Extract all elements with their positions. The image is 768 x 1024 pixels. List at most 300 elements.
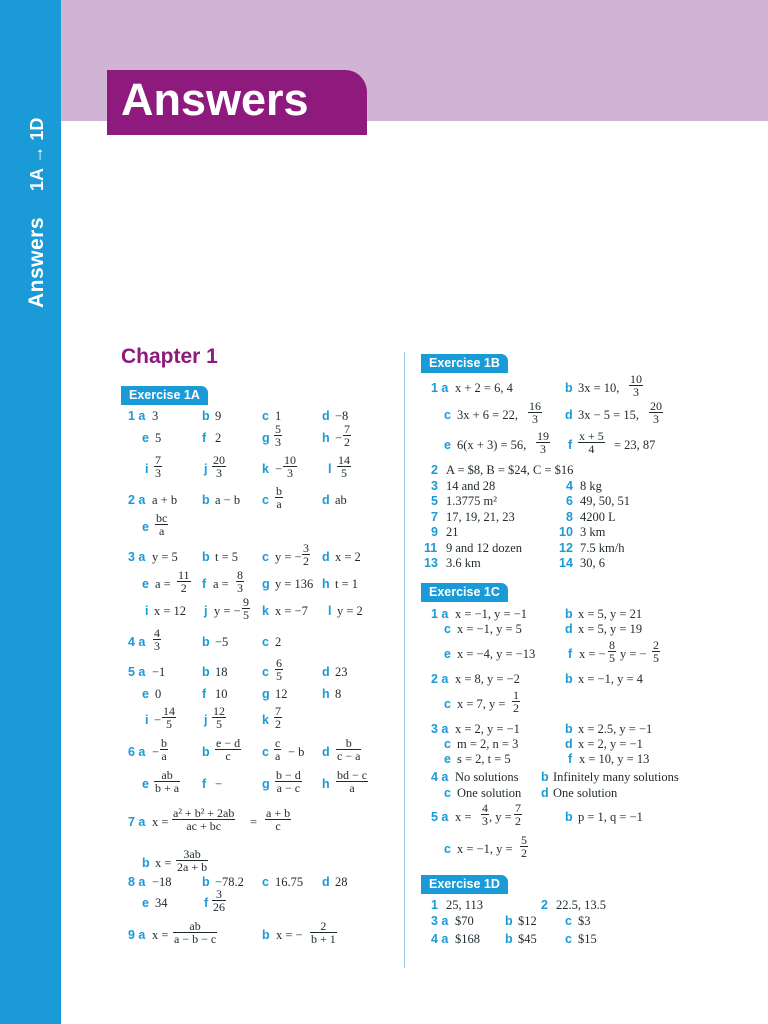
- question-label: b: [505, 932, 513, 946]
- answer-text: t = 1: [335, 577, 359, 591]
- fraction-denominator: 2: [344, 435, 350, 449]
- fraction-denominator: 3: [154, 639, 160, 653]
- question-label: b: [505, 914, 513, 928]
- fraction-numerator: 9: [243, 595, 249, 609]
- page-title: Answers: [121, 74, 309, 125]
- fraction: [154, 769, 180, 794]
- answer-text: =: [250, 815, 258, 829]
- fraction: [176, 848, 208, 873]
- fraction: [212, 705, 226, 730]
- fraction: [275, 657, 283, 682]
- answer-text: $168: [455, 932, 480, 946]
- question-label: b: [202, 745, 210, 759]
- answer-text: −78.2: [215, 875, 244, 889]
- answer-text: −: [154, 713, 162, 727]
- fraction-denominator: 3: [237, 581, 243, 595]
- answer-text: x = −1, y = −1: [455, 607, 527, 621]
- fraction-denominator: 2: [521, 846, 527, 860]
- question-label: 2: [541, 898, 548, 912]
- answer-text: 9 and 12 dozen: [446, 541, 523, 555]
- question-label: 6: [566, 494, 573, 508]
- fraction-numerator: 11: [178, 568, 190, 582]
- fraction-denominator: 5: [609, 651, 615, 665]
- answer-text: x =: [155, 856, 172, 870]
- answer-text: $70: [455, 914, 474, 928]
- question-label: 3 a: [128, 550, 146, 564]
- fraction-denominator: 2: [513, 701, 519, 715]
- question-label: l: [328, 604, 332, 618]
- question-label: b: [202, 550, 210, 564]
- fraction-denominator: c: [265, 819, 291, 832]
- fraction: [649, 400, 663, 425]
- question-label: k: [262, 462, 269, 476]
- fraction: [520, 834, 528, 859]
- answer-text: 2: [275, 635, 282, 649]
- answer-text: 4200 L: [580, 510, 616, 524]
- question-label: d: [565, 622, 573, 636]
- question-label: d: [541, 786, 549, 800]
- answer-text: , y =: [489, 810, 512, 824]
- fraction: [242, 596, 250, 621]
- question-label: c: [444, 786, 451, 800]
- fraction: [155, 512, 168, 537]
- fraction-denominator: 5: [243, 608, 249, 622]
- question-label: d: [322, 665, 330, 679]
- answer-text: 21: [446, 525, 459, 539]
- question-label: c: [444, 697, 451, 711]
- fraction-numerator: b: [161, 736, 167, 750]
- question-label: f: [202, 431, 207, 445]
- question-label: f: [202, 687, 207, 701]
- answer-text: 17, 19, 21, 23: [446, 510, 515, 524]
- fraction: [215, 737, 241, 762]
- fraction: [160, 737, 168, 762]
- fraction-numerator: 7: [515, 801, 521, 815]
- question-label: f: [202, 777, 207, 791]
- question-label: 1: [431, 898, 438, 912]
- fraction-numerator: 6: [276, 656, 282, 670]
- question-label: e: [142, 577, 149, 591]
- fraction-denominator: 2: [177, 581, 191, 594]
- question-label: c: [444, 842, 451, 856]
- fraction-denominator: 26: [213, 900, 225, 914]
- answer-text: 6(x + 3) = 56,: [457, 438, 527, 452]
- fraction: [162, 705, 176, 730]
- question-label: e: [444, 647, 451, 661]
- answer-text: 3x + 6 = 22,: [457, 408, 518, 422]
- fraction-numerator: 8: [609, 638, 615, 652]
- question-label: k: [262, 713, 269, 727]
- answer-text: y = −: [275, 550, 302, 564]
- question-label: 3 a: [431, 914, 449, 928]
- answer-text: −: [275, 462, 283, 476]
- answer-text: x = 2, y = −1: [578, 737, 643, 751]
- answer-text: 22.5, 13.5: [556, 898, 606, 912]
- question-label: e: [142, 520, 149, 534]
- fraction: [481, 802, 489, 827]
- question-label: c: [565, 932, 572, 946]
- answer-text: x = −1, y = 4: [578, 672, 643, 686]
- fraction-numerator: 10: [630, 372, 642, 386]
- question-label: 7: [431, 510, 438, 524]
- fraction-denominator: 3: [528, 412, 542, 425]
- fraction-denominator: 2a + b: [177, 860, 208, 874]
- fraction-numerator: 4: [482, 801, 488, 815]
- question-label: c: [262, 550, 269, 564]
- chapter-heading: Chapter 1: [121, 345, 218, 368]
- answer-text: s = 2, t = 5: [457, 752, 511, 766]
- question-label: d: [322, 409, 330, 423]
- question-label: c: [565, 914, 572, 928]
- fraction-numerator: b: [345, 736, 352, 750]
- answer-text: 14 and 28: [446, 479, 496, 493]
- answer-text: x + 2 = 6, 4: [455, 381, 513, 395]
- question-label: g: [262, 577, 270, 591]
- fraction: [336, 769, 368, 794]
- question-label: 5 a: [128, 665, 146, 679]
- question-label: h: [322, 431, 330, 445]
- question-label: f: [202, 577, 207, 591]
- answer-text: y = 5: [152, 550, 178, 564]
- fraction: [514, 802, 522, 827]
- question-label: e: [142, 777, 149, 791]
- answer-text: 3.6 km: [446, 556, 481, 570]
- fraction-numerator: 5: [521, 833, 527, 847]
- fraction-numerator: 2: [653, 638, 659, 652]
- answer-text: a =: [155, 577, 171, 591]
- question-label: 11: [424, 541, 438, 555]
- question-label: 14: [559, 556, 573, 570]
- answer-text: $12: [518, 914, 537, 928]
- question-label: 2 a: [431, 672, 449, 686]
- fraction-denominator: ac + bc: [172, 819, 235, 832]
- answer-text: 5: [155, 431, 162, 445]
- question-label: c: [444, 408, 451, 422]
- question-label: d: [322, 875, 330, 889]
- answer-text: p = 1, q = −1: [578, 810, 643, 824]
- answer-text: 2: [215, 431, 222, 445]
- question-label: 5 a: [431, 810, 449, 824]
- question-label: 3: [431, 479, 438, 493]
- answer-text: 16.75: [275, 875, 304, 889]
- fraction: [536, 430, 550, 455]
- fraction-denominator: 5: [337, 466, 351, 479]
- answer-text: −1: [152, 665, 166, 679]
- fraction-denominator: a: [155, 524, 168, 537]
- fraction-denominator: b + a: [155, 781, 180, 795]
- question-label: e: [142, 896, 149, 910]
- answer-text: 8 kg: [580, 479, 602, 493]
- fraction: [629, 373, 643, 398]
- answer-text: −8: [335, 409, 349, 423]
- question-label: e: [142, 431, 149, 445]
- answer-text: x =: [455, 810, 472, 824]
- question-label: c: [444, 622, 451, 636]
- answer-text: y = 2: [337, 604, 363, 618]
- question-label: 8: [566, 510, 573, 524]
- answer-text: 18: [215, 665, 228, 679]
- fraction-numerator: 14: [338, 453, 350, 467]
- fraction-numerator: 7: [275, 704, 281, 718]
- fraction-denominator: 3: [283, 466, 297, 479]
- fraction: [274, 737, 281, 762]
- fraction: [652, 639, 660, 664]
- question-label: f: [568, 647, 573, 661]
- answer-text: 1.3775 m²: [446, 494, 497, 508]
- question-label: 2 a: [128, 493, 146, 507]
- fraction: [608, 639, 616, 664]
- answer-text: x = 2, y = −1: [455, 722, 520, 736]
- fraction: [275, 769, 302, 794]
- fraction-numerator: 5: [275, 422, 281, 436]
- answer-text: = 23, 87: [614, 438, 656, 452]
- exercise-1d-label: Exercise 1D: [421, 875, 508, 894]
- fraction-denominator: 4: [578, 442, 605, 455]
- fraction-numerator: b: [276, 484, 282, 498]
- answer-text: One solution: [553, 786, 618, 800]
- answer-text: 3x = 10,: [578, 381, 620, 395]
- exercise-1a-label: Exercise 1A: [121, 386, 208, 405]
- exercise-1c-label: Exercise 1C: [421, 583, 508, 602]
- fraction: [283, 454, 297, 479]
- answer-text: a =: [213, 577, 229, 591]
- question-label: d: [565, 737, 573, 751]
- fraction-numerator: 7: [155, 453, 161, 467]
- answer-text: x = 12: [154, 604, 187, 618]
- answer-text: x = 2.5, y = −1: [578, 722, 653, 736]
- question-label: b: [202, 875, 210, 889]
- answer-text: − b: [288, 745, 305, 759]
- answer-text: 25, 113: [446, 898, 484, 912]
- fraction-numerator: 2: [320, 919, 327, 933]
- fraction: [212, 888, 226, 913]
- question-label: e: [142, 687, 149, 701]
- fraction: [177, 569, 191, 594]
- question-label: b: [202, 665, 210, 679]
- fraction: [274, 705, 282, 730]
- question-label: b: [202, 409, 210, 423]
- question-label: d: [322, 745, 330, 759]
- answer-text: 49, 50, 51: [580, 494, 630, 508]
- question-label: b: [565, 381, 573, 395]
- question-label: b: [541, 770, 549, 784]
- fraction-denominator: 3: [482, 814, 488, 828]
- fraction-numerator: 1: [513, 688, 519, 702]
- fraction-denominator: 2: [275, 717, 281, 731]
- question-label: b: [142, 856, 150, 870]
- question-label: d: [565, 408, 573, 422]
- question-label: 12: [559, 541, 573, 555]
- answer-text: y = −: [214, 604, 241, 618]
- answer-text: 3 km: [580, 525, 606, 539]
- answer-text: 12: [275, 687, 288, 701]
- question-label: b: [565, 810, 573, 824]
- question-label: g: [262, 687, 270, 701]
- question-label: c: [444, 737, 451, 751]
- fraction-numerator: 4: [154, 626, 160, 640]
- fraction-numerator: 3: [216, 887, 222, 901]
- question-label: 2: [431, 463, 438, 477]
- question-label: k: [262, 604, 269, 618]
- question-label: 4 a: [431, 770, 449, 784]
- answer-text: 34: [155, 896, 168, 910]
- answer-text: −18: [152, 875, 172, 889]
- question-label: 1 a: [128, 409, 146, 423]
- fraction-numerator: 14: [163, 704, 175, 718]
- question-label: i: [145, 604, 149, 618]
- answer-text: t = 5: [215, 550, 239, 564]
- fraction-denominator: 5: [162, 717, 176, 730]
- fraction-numerator: 12: [213, 704, 225, 718]
- answer-text: a + b: [152, 493, 178, 507]
- fraction: [265, 807, 291, 832]
- question-label: f: [568, 438, 573, 452]
- question-label: c: [262, 875, 269, 889]
- fraction-denominator: 2: [303, 554, 309, 568]
- fraction-numerator: e − d: [216, 736, 241, 750]
- fraction: [578, 430, 605, 455]
- fraction-denominator: 5: [212, 717, 226, 730]
- fraction-denominator: 3: [275, 435, 281, 449]
- answer-text: −5: [215, 635, 229, 649]
- answer-text: x = −4, y = −13: [457, 647, 536, 661]
- fraction: [212, 454, 226, 479]
- question-label: h: [322, 777, 330, 791]
- question-label: 1 a: [431, 607, 449, 621]
- answer-text: 8: [335, 687, 342, 701]
- fraction-denominator: c − a: [337, 749, 361, 763]
- question-label: 3 a: [431, 722, 449, 736]
- fraction-denominator: b + 1: [311, 932, 336, 946]
- answer-text: 0: [155, 687, 162, 701]
- answer-text: 28: [335, 875, 348, 889]
- fraction-numerator: 16: [529, 399, 541, 413]
- answer-text: x = 2: [335, 550, 361, 564]
- question-label: c: [262, 493, 269, 507]
- question-label: c: [262, 635, 269, 649]
- fraction-numerator: b − d: [276, 768, 301, 782]
- question-label: i: [145, 462, 149, 476]
- side-section-label: Answers: [25, 216, 48, 308]
- question-label: 1 a: [431, 381, 449, 395]
- fraction-denominator: a − c: [276, 781, 301, 795]
- answer-text: 30, 6: [580, 556, 605, 570]
- answer-text: 9: [215, 409, 222, 423]
- question-label: d: [322, 550, 330, 564]
- question-label: c: [262, 745, 269, 759]
- question-label: b: [565, 722, 573, 736]
- fraction-numerator: c: [275, 736, 281, 750]
- fraction-denominator: a: [336, 781, 368, 794]
- fraction-numerator: a² + b² + 2ab: [173, 806, 235, 820]
- answer-text: 1: [275, 409, 282, 423]
- fraction: [336, 737, 361, 762]
- answer-text: −: [215, 777, 223, 791]
- answer-text: 3x − 5 = 15,: [578, 408, 639, 422]
- answer-text: x = −: [579, 647, 606, 661]
- fraction-denominator: 2: [515, 814, 521, 828]
- answer-text: a − b: [215, 493, 241, 507]
- fraction: [154, 454, 162, 479]
- question-label: 4 a: [128, 635, 146, 649]
- answer-text: x = 5, y = 21: [578, 607, 643, 621]
- question-label: b: [565, 607, 573, 621]
- question-label: f: [568, 752, 573, 766]
- fraction-numerator: 3: [303, 541, 309, 555]
- question-label: d: [322, 493, 330, 507]
- fraction-numerator: 10: [284, 453, 296, 467]
- answer-text: 23: [335, 665, 348, 679]
- fraction: [173, 920, 217, 945]
- fraction-numerator: a + b: [266, 806, 291, 820]
- answer-text: y = 136: [275, 577, 314, 591]
- answer-text: −: [335, 431, 343, 445]
- fraction-numerator: 19: [537, 429, 549, 443]
- answer-text: x = −: [276, 928, 303, 942]
- answer-text: x = 7, y =: [457, 697, 506, 711]
- fraction-numerator: 3ab: [183, 847, 201, 861]
- fraction-numerator: x + 5: [579, 429, 604, 443]
- answer-text: m = 2, n = 3: [457, 737, 519, 751]
- answer-text: x = 5, y = 19: [578, 622, 643, 636]
- fraction: [512, 689, 520, 714]
- answer-text: A = $8, B = $24, C = $16: [446, 463, 574, 477]
- fraction-numerator: bd − c: [337, 768, 368, 782]
- fraction-denominator: a: [276, 497, 282, 511]
- question-label: g: [262, 431, 270, 445]
- fraction-numerator: 7: [344, 422, 350, 436]
- question-label: 4: [566, 479, 573, 493]
- fraction-numerator: ab: [189, 919, 201, 933]
- fraction: [236, 569, 244, 594]
- side-section-title: [22, 38, 52, 308]
- fraction-denominator: a: [161, 749, 167, 763]
- fraction-denominator: 5: [276, 669, 282, 683]
- fraction-numerator: 20: [213, 453, 225, 467]
- answer-text: No solutions: [455, 770, 519, 784]
- question-label: l: [328, 462, 332, 476]
- fraction: [172, 807, 235, 832]
- answer-text: 10: [215, 687, 228, 701]
- question-label: b: [202, 493, 210, 507]
- answer-text: x = −7: [275, 604, 308, 618]
- answer-text: ab: [335, 493, 347, 507]
- fraction-numerator: ab: [161, 768, 173, 782]
- fraction: [528, 400, 542, 425]
- question-label: h: [322, 577, 330, 591]
- question-label: b: [262, 928, 270, 942]
- fraction: [343, 423, 351, 448]
- answer-text: x =: [152, 815, 169, 829]
- column-divider: [404, 352, 405, 968]
- answer-text: $3: [578, 914, 591, 928]
- question-label: 8 a: [128, 875, 146, 889]
- answer-text: x = −1, y = 5: [457, 622, 522, 636]
- fraction: [153, 627, 161, 652]
- fraction-denominator: 3: [629, 385, 643, 398]
- question-label: e: [444, 752, 451, 766]
- answer-text: x = −1, y =: [457, 842, 513, 856]
- question-label: c: [262, 665, 269, 679]
- question-label: 9: [431, 525, 438, 539]
- fraction-numerator: 8: [237, 568, 243, 582]
- fraction: [337, 454, 351, 479]
- answer-text: One solution: [457, 786, 522, 800]
- fraction-numerator: 20: [650, 399, 662, 413]
- question-label: f: [204, 896, 209, 910]
- answer-text: x =: [152, 928, 169, 942]
- question-label: i: [145, 713, 149, 727]
